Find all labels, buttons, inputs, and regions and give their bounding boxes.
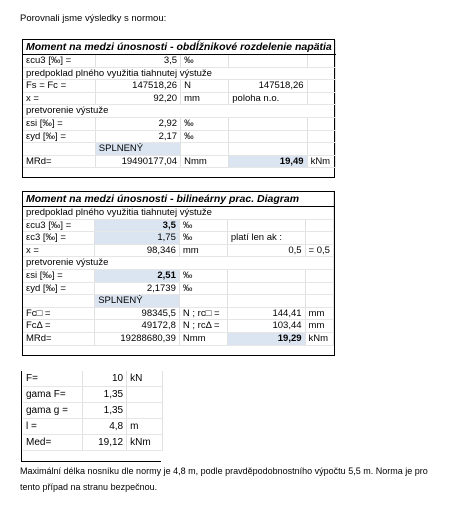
cell [307,143,335,156]
cell: εsi [‰] = [23,269,95,282]
cell: x = [23,244,95,257]
cell [305,232,333,245]
cell: F= [23,371,83,387]
cell: 0,5 [227,244,305,257]
cell: kNm [305,332,333,345]
table-row [23,320,334,333]
cell: 92,20 [95,92,180,105]
conclusion-text: Maximální délka nosníku dle normy je 4,8 m, podle pravděpodobnostního výpočtu 5,5 m. Norma je pro tento případ na stranu bezpečnou. [20,466,428,492]
intro-text: Porovnali jsme výsledky s normou: [20,13,167,24]
table-load [23,371,163,451]
cell: 3,5 [95,219,180,232]
cell: 1,35 [83,387,127,403]
table1-title: Moment na medzi únosnosti - obdĺžnikové rozdelenie napätia [23,40,335,55]
result-value: 19,49 [229,155,307,168]
table3-left-border [21,371,22,462]
cell: x = [23,92,95,105]
cell: mm [179,244,227,257]
cell: 98345,5 [95,307,180,320]
cell: pretvorenie výstuže [23,105,335,118]
cell: 19288680,39 [95,332,180,345]
cell [305,282,333,295]
cell: m [127,419,163,435]
cell: kNm [127,435,163,451]
cell: ‰ [181,117,229,130]
cell: 2,51 [95,269,180,282]
cell: εyd [‰] = [23,130,95,143]
table-row [23,105,335,118]
table-row [23,295,334,308]
cell: pretvorenie výstuže [23,257,334,270]
cell: 4,8 [83,419,127,435]
table-bilinear [23,192,334,346]
cell: FcΔ = [23,320,95,333]
cell [181,143,229,156]
cell [127,403,163,419]
cell [179,295,227,308]
cell: 19490177,04 [95,155,180,168]
cell: 144,41 [227,307,305,320]
cell: ‰ [179,269,227,282]
cell: Nmm [179,332,227,345]
cell: l = [23,419,83,435]
cell: mm [305,320,333,333]
table-rectangular [23,40,336,168]
cell: εcu3 [‰] = [23,55,95,68]
cell: 1,35 [83,403,127,419]
table-row [23,143,335,156]
cell [305,295,333,308]
cell: Fc□ = [23,307,95,320]
cell: = 0,5 [305,244,333,257]
cell: 147518,26 [229,80,307,93]
cell [307,80,335,93]
table-row [23,117,335,130]
cell: 19,12 [83,435,127,451]
cell: N [181,80,229,93]
cell: 2,92 [95,117,180,130]
cell [23,295,95,308]
cell: gama g = [23,403,83,419]
cell: 98,346 [95,244,180,257]
cell [229,130,307,143]
table1-header [23,40,335,55]
table-row [23,55,335,68]
cell: kN [127,371,163,387]
cell: Med= [23,435,83,451]
cell: ‰ [179,232,227,245]
cell: 2,17 [95,130,180,143]
table-row [23,419,163,435]
cell: ‰ [179,282,227,295]
cell: Fs = Fc = [23,80,95,93]
table-row [23,332,334,345]
table-row [23,403,163,419]
table-row [23,387,163,403]
cell: N ; rc□ = [179,307,227,320]
cell: predpoklad plného využitia tiahnutej výstuže [23,67,335,80]
cell: ‰ [181,55,229,68]
table-row [23,371,163,387]
cell: εc3 [‰] = [23,232,95,245]
cell: poloha n.o. [229,92,307,105]
cell: 10 [83,371,127,387]
cell [307,117,335,130]
cell: 3,5 [95,55,180,68]
table-row [23,232,334,245]
cell: MRd= [23,332,95,345]
table2-title: Moment na medzi únosnosti - bilineárny prac. Diagram [23,192,334,207]
result-value: 19,29 [227,332,305,345]
cell [307,92,335,105]
cell: 1,75 [95,232,180,245]
table-row [23,219,334,232]
cell [227,295,305,308]
cell: 147518,26 [95,80,180,93]
table-row [23,155,335,168]
table-row [23,257,334,270]
status-badge: SPLNENÝ [95,143,180,156]
table-row [23,435,163,451]
table2-header [23,192,334,207]
cell [227,219,305,232]
cell: εcu3 [‰] = [23,219,95,232]
table-row [23,307,334,320]
cell [307,55,335,68]
cell [229,55,307,68]
cell [23,143,95,156]
table-row [23,80,335,93]
cell [127,387,163,403]
cell: ‰ [179,219,227,232]
cell: platí len ak : [227,232,305,245]
cell: 103,44 [227,320,305,333]
cell: 2,1739 [95,282,180,295]
cell: N ; rcΔ = [179,320,227,333]
cell [227,269,305,282]
cell: εyd [‰] = [23,282,95,295]
cell: Nmm [181,155,229,168]
table-row [23,269,334,282]
cell [307,130,335,143]
cell: ‰ [181,130,229,143]
cell: 49172,8 [95,320,180,333]
cell: MRd= [23,155,95,168]
table-row [23,244,334,257]
cell: predpoklad plného využitia tiahnutej výstuže [23,207,334,220]
cell [305,219,333,232]
cell [229,117,307,130]
cell [305,269,333,282]
table-row [23,207,334,220]
table-row [23,67,335,80]
cell [229,143,307,156]
table-row [23,130,335,143]
cell: mm [181,92,229,105]
cell: gama F= [23,387,83,403]
cell: εsi [‰] = [23,117,95,130]
status-badge: SPLNENÝ [95,295,180,308]
cell: mm [305,307,333,320]
table-row [23,282,334,295]
cell [227,282,305,295]
cell: kNm [307,155,335,168]
table-row [23,92,335,105]
table3-bottom-border [21,461,161,462]
